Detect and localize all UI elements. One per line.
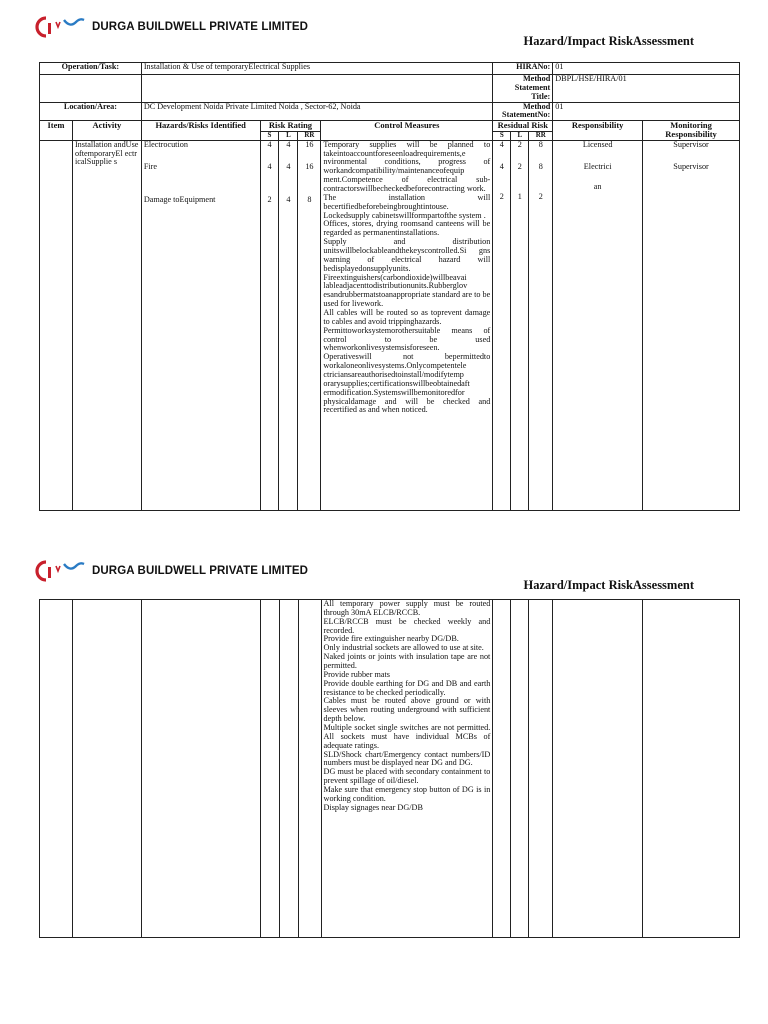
risk-assessment-table-page1 [39, 62, 740, 511]
document-title: Hazard/Impact RiskAssessment [523, 578, 694, 592]
res-rr-value: 8 [538, 139, 543, 149]
header-hazards: Hazards/Risks Identified [141, 121, 260, 140]
hazard-2: Fire [143, 161, 158, 171]
control-measure: Lockedsupply cabinetswillformpartofthe system . [323, 210, 486, 220]
responsibility-text: an [593, 181, 602, 191]
hazard-1: Electrocution [143, 139, 188, 149]
control-measure: Provide rubber mats [323, 669, 390, 679]
l-value: 4 [286, 194, 291, 204]
s-value: 2 [267, 194, 272, 204]
responsibility-text: Electrici [583, 161, 612, 171]
control-measure: Fireextinguishers(carbondioxide)willbeavai lableadjacenttodistributionunits.Rubberglov esandrubbermatstoanappropriate standard are to be used for livework. [323, 272, 491, 309]
control-measures-cell [321, 600, 493, 938]
control-measure: Supply and distribution unitswillbelockableandthekeyscontrolled.Si gns warning of electrical hazard will bedisplayedonsupplyunits. [323, 237, 491, 273]
hira-label: HIRANo: [493, 63, 553, 75]
table-row [40, 140, 740, 510]
responsibility-cell [553, 140, 643, 510]
header-residual-risk: Residual Risk [493, 121, 553, 131]
item-cell [40, 140, 73, 510]
table-row [40, 600, 740, 938]
control-measure: SLD/Shock chart/Emergency contact numbers/ID numbers must be displayed near DG and DG. [323, 749, 491, 768]
header-s: S [260, 131, 279, 140]
risk-assessment-table-page2 [39, 599, 740, 938]
s-value: 4 [267, 139, 272, 149]
l-value: 4 [286, 139, 291, 149]
control-measure: Provide fire extinguisher nearby DG/DB. [323, 634, 459, 644]
l-value: 4 [286, 161, 291, 171]
res-s-value: 4 [499, 139, 504, 149]
res-l-value: 2 [517, 139, 522, 149]
res-s-value: 2 [499, 191, 504, 201]
header-responsibility: Responsibility [553, 121, 643, 140]
document-title: Hazard/Impact RiskAssessment [523, 34, 694, 48]
header-control-measures: Control Measures [321, 121, 493, 140]
control-measure: Multiple socket single switches are not permitted. All sockets must have individual MCBs of adequate ratings. [323, 723, 491, 750]
location-value: DC Development Noida Private Limited Noida , Sector-62, Noida [141, 102, 492, 121]
activity-cell: Installation andUse oftemporaryEl ectricalSupplie s [72, 140, 141, 510]
control-measure: Operativeswill not bepermittedto workaloneonlivesystems.Onlycompetentele ctriciansareauthorisedtoinstall/modifytemp orarysupplies;certificationswillbeobtainedaft ermodification.Systemswillbemonitoredfor physicaldamage and will be checked and recertified as and when noticed. [323, 352, 491, 415]
method-statement-title-value: DBPL/HSE/HIRA/01 [553, 75, 740, 103]
control-measure: Provide double earthing for DG and DB and earth resistance to be checked periodically. [323, 678, 491, 697]
control-measures-cell [321, 140, 493, 510]
method-statement-no-value: 01 [553, 102, 740, 121]
control-measure: Cables must be routed above ground or with sleeves when routing underground with sufficient depth below. [323, 696, 491, 724]
res-l-value: 1 [517, 191, 522, 201]
control-measure: The installation will becertifiedbeforebeingbroughtintouse. [323, 192, 491, 211]
company-logo-icon [34, 558, 90, 584]
control-measure: Only industrial sockets are allowed to use at site. [323, 643, 484, 653]
company-logo-icon [34, 14, 90, 40]
control-measure: Make sure that emergency stop button of DG is in working condition. [323, 785, 491, 803]
monitoring-text: Supervisor [673, 139, 709, 149]
control-measure: ELCB/RCCB must be checked weekly and recorded. [323, 616, 491, 635]
rr-value: 16 [305, 139, 314, 149]
operation-label: Operation/Task: [40, 63, 142, 75]
res-s-value: 4 [499, 161, 504, 171]
header-res-s: S [493, 131, 511, 140]
res-l-value: 2 [517, 161, 522, 171]
res-rr-value: 8 [538, 161, 543, 171]
header-activity: Activity [72, 121, 141, 140]
control-measure: All cables will be routed so as toprevent damage to cables and avoid trippinghazards. [323, 307, 491, 326]
header-rr: RR [298, 131, 321, 140]
monitoring-text: Supervisor [673, 161, 709, 171]
header-res-l: L [511, 131, 529, 140]
monitoring-cell [643, 140, 740, 510]
method-statement-no-label: Method StatementNo: [493, 102, 553, 121]
hazard-3: Damage toEquipment [143, 194, 216, 204]
company-name: DURGA BUILDWELL PRIVATE LIMITED [92, 21, 309, 33]
header-monitoring: Monitoring Responsibility [643, 121, 740, 140]
control-measure: Offices, stores, drying roomsand canteens will be regarded as permanentinstallations. [323, 219, 491, 238]
control-measure: Permittoworksystemorothersuitable means of control to be used whenworkonlivesystemsisforeseen. [323, 325, 491, 353]
control-measure: All temporary power supply must be routed through 30mA ELCB/RCCB. [323, 599, 491, 617]
control-measure: Temporary supplies will be planned to takeintoaccountforeseenloadrequirements,e nvironmental conditions, progress of workandcompatibility/maintenanceofequip ment.Competence of electrical sub-contractorswillbecheckedbeforecontracting work. [323, 139, 491, 193]
control-measure: Display signages near DG/DB [323, 802, 423, 812]
page1-header [0, 8, 768, 68]
hazards-cell [141, 140, 260, 510]
res-rr-value: 2 [538, 191, 543, 201]
hira-value: 01 [553, 63, 740, 75]
location-label: Location/Area: [40, 102, 142, 121]
header-l: L [279, 131, 298, 140]
s-value: 4 [267, 161, 272, 171]
control-measure: DG must be placed with secondary containment to prevent spillage of oil/diesel. [323, 767, 491, 786]
rr-value: 8 [307, 194, 312, 204]
control-measure: Naked joints or joints with insulation tape are not permitted. [323, 652, 491, 671]
header-risk-rating: Risk Rating [260, 121, 321, 131]
operation-value: Installation & Use of temporaryElectrical Supplies [141, 63, 492, 75]
header-item: Item [40, 121, 73, 140]
header-res-rr: RR [529, 131, 553, 140]
method-statement-title-label: Method Statement Title: [493, 75, 553, 103]
responsibility-text: Licensed [582, 139, 613, 149]
rr-value: 16 [305, 161, 314, 171]
company-name: DURGA BUILDWELL PRIVATE LIMITED [92, 565, 309, 577]
